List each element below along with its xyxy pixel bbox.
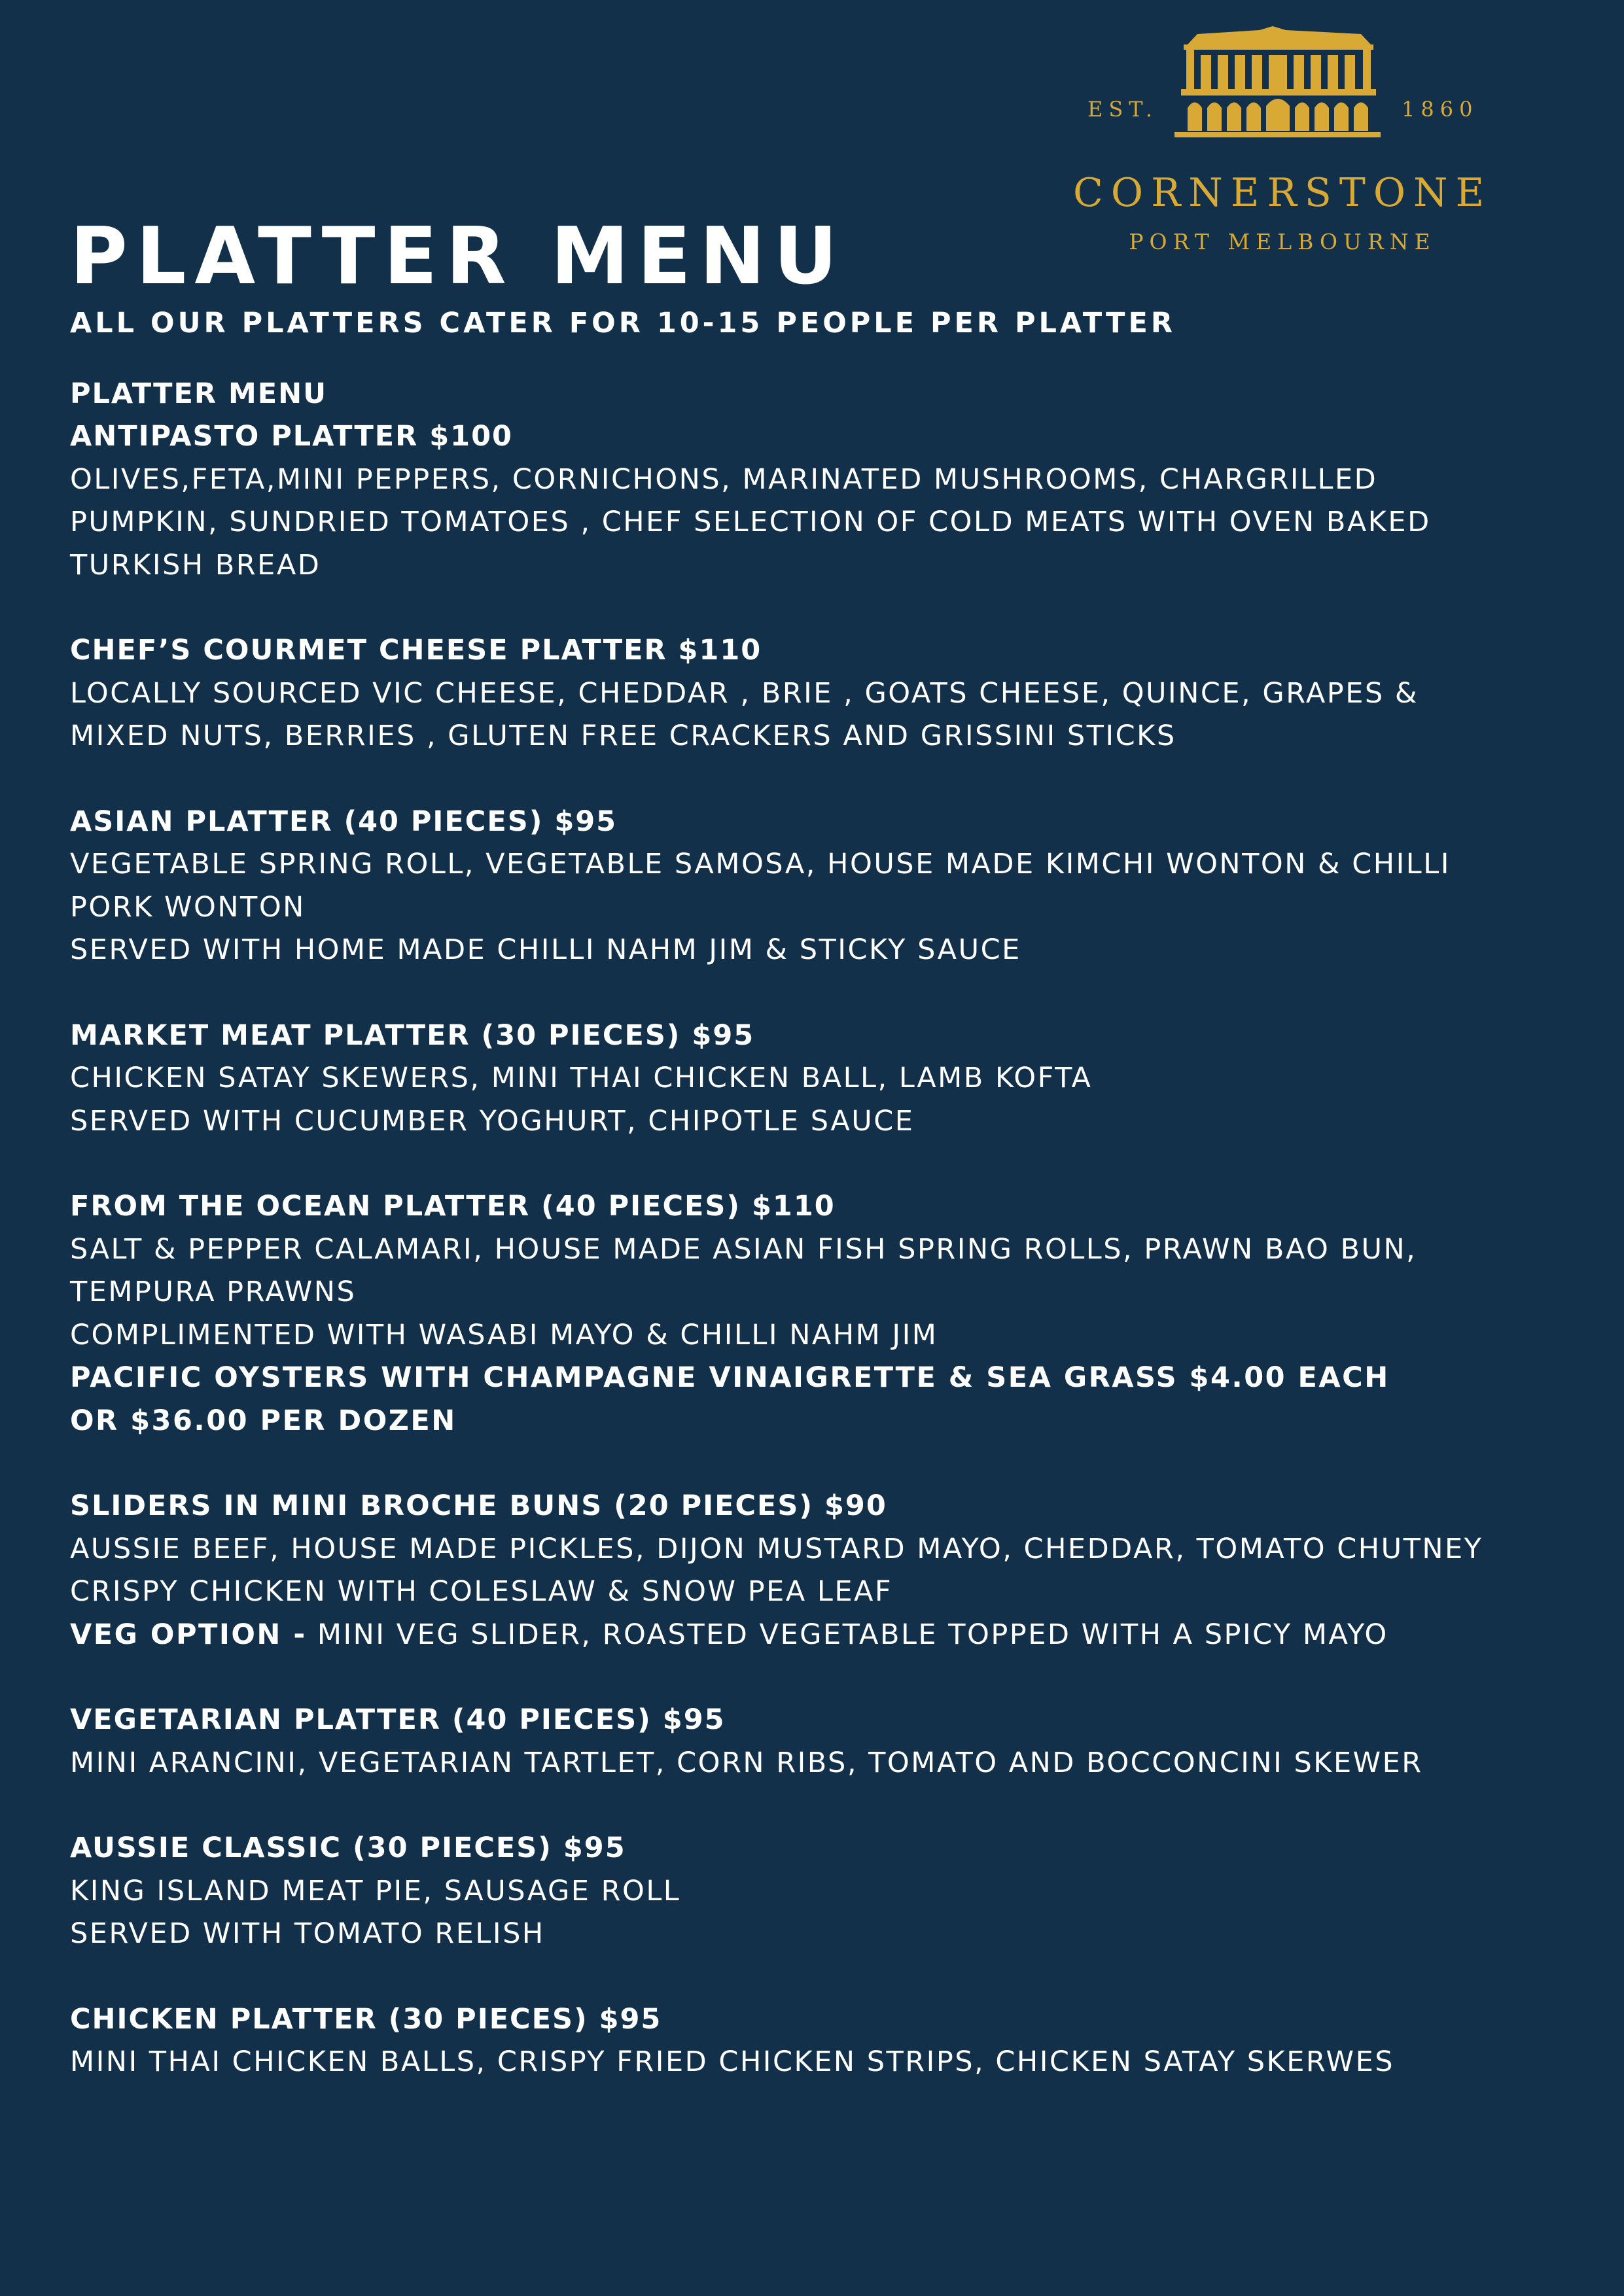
item-description-line: MINI ARANCINI, VEGETARIAN TARTLET, CORN RIBS, TOMATO AND BOCCONCINI SKEWER <box>70 1746 1423 1779</box>
page-subtitle: ALL OUR PLATTERS CATER FOR 10-15 PEOPLE PER PLATTER <box>70 307 1176 339</box>
item-title: ASIAN PLATTER (40 PIECES) $95 <box>70 805 618 838</box>
menu-content <box>70 208 1595 2127</box>
building-icon <box>1174 26 1381 141</box>
item-description-line: SERVED WITH HOME MADE CHILLI NAHM JIM & STICKY SAUCE <box>70 933 1021 966</box>
item-description-line: COMPLIMENTED WITH WASABI MAYO & CHILLI NAHM JIM <box>70 1318 938 1351</box>
item-title: CHEF’S COURMET CHEESE PLATTER $110 <box>70 634 762 667</box>
item-title: FROM THE OCEAN PLATTER (40 PIECES) $110 <box>70 1190 836 1223</box>
item-description-line: OLIVES,FETA,MINI PEPPERS, CORNICHONS, MARINATED MUSHROOMS, CHARGRILLED <box>70 462 1378 496</box>
veg-option-label: VEG OPTION - <box>70 1618 307 1651</box>
menu-item-chicken-platter <box>70 1998 1595 2084</box>
item-description-line: SERVED WITH TOMATO RELISH <box>70 1917 545 1950</box>
menu-item-ocean-platter <box>70 1185 1595 1442</box>
oyster-offer-line: PACIFIC OYSTERS WITH CHAMPAGNE VINAIGRETTE & SEA GRASS $4.00 EACH <box>70 1361 1390 1394</box>
item-description-line: PORK WONTON <box>70 890 306 924</box>
item-description-line: VEGETABLE SPRING ROLL, VEGETABLE SAMOSA, HOUSE MADE KIMCHI WONTON & CHILLI <box>70 848 1451 880</box>
menu-heading: PLATTER MENU <box>70 377 328 410</box>
item-title: VEGETARIAN PLATTER (40 PIECES) $95 <box>70 1703 726 1736</box>
item-title: AUSSIE CLASSIC (30 PIECES) $95 <box>70 1832 626 1864</box>
item-description-line: MINI THAI CHICKEN BALLS, CRISPY FRIED CHICKEN STRIPS, CHICKEN SATAY SKERWES <box>70 2045 1395 2078</box>
logo-est-text: EST. <box>1087 97 1159 122</box>
item-title: ANTIPASTO PLATTER $100 <box>70 420 513 453</box>
logo-location: PORT MELBOURNE <box>1129 229 1436 254</box>
menu-item-aussie-classic <box>70 1827 1595 1956</box>
item-description-line: SERVED WITH CUCUMBER YOGHURT, CHIPOTLE SAUCE <box>70 1104 915 1138</box>
menu-item-sliders <box>70 1485 1595 1656</box>
item-description-line: AUSSIE BEEF, HOUSE MADE PICKLES, DIJON MUSTARD MAYO, CHEDDAR, TOMATO CHUTNEY <box>70 1532 1483 1565</box>
item-description-line: KING ISLAND MEAT PIE, SAUSAGE ROLL <box>70 1874 681 1907</box>
veg-option-text: MINI VEG SLIDER, ROASTED VEGETABLE TOPPED WITH A SPICY MAYO <box>306 1618 1388 1651</box>
logo-year-text: 1860 <box>1402 97 1479 122</box>
page-title: PLATTER MENU <box>70 211 846 302</box>
item-title: CHICKEN PLATTER (30 PIECES) $95 <box>70 2002 662 2036</box>
item-description-line: TURKISH BREAD <box>70 548 321 582</box>
veg-option-line <box>70 1614 1595 1657</box>
menu-item-antipasto <box>70 415 1595 587</box>
menu-item-asian-platter <box>70 801 1595 972</box>
menu-item-vegetarian-platter <box>70 1699 1595 1784</box>
menu-item-cheese-platter <box>70 629 1595 758</box>
item-title: SLIDERS IN MINI BROCHE BUNS (20 PIECES) $90 <box>70 1489 887 1522</box>
item-description-line: SALT & PEPPER CALAMARI, HOUSE MADE ASIAN FISH SPRING ROLLS, PRAWN BAO BUN, <box>70 1232 1417 1266</box>
item-description-line: TEMPURA PRAWNS <box>70 1276 357 1308</box>
item-description-line: PUMPKIN, SUNDRIED TOMATOES , CHEF SELECTION OF COLD MEATS WITH OVEN BAKED <box>70 506 1431 538</box>
logo-brand-name: CORNERSTONE <box>1073 170 1492 216</box>
item-description-line: MIXED NUTS, BERRIES , GLUTEN FREE CRACKERS AND GRISSINI STICKS <box>70 720 1176 752</box>
oyster-offer-line: OR $36.00 PER DOZEN <box>70 1404 457 1437</box>
item-description-line: CHICKEN SATAY SKEWERS, MINI THAI CHICKEN BALL, LAMB KOFTA <box>70 1062 1093 1094</box>
item-description-line: LOCALLY SOURCED VIC CHEESE, CHEDDAR , BRIE , GOATS CHEESE, QUINCE, GRAPES & <box>70 676 1419 710</box>
item-title: MARKET MEAT PLATTER (30 PIECES) $95 <box>70 1018 755 1052</box>
item-description-line: CRISPY CHICKEN WITH COLESLAW & SNOW PEA LEAF <box>70 1575 893 1608</box>
menu-item-market-meat-platter <box>70 1015 1595 1143</box>
